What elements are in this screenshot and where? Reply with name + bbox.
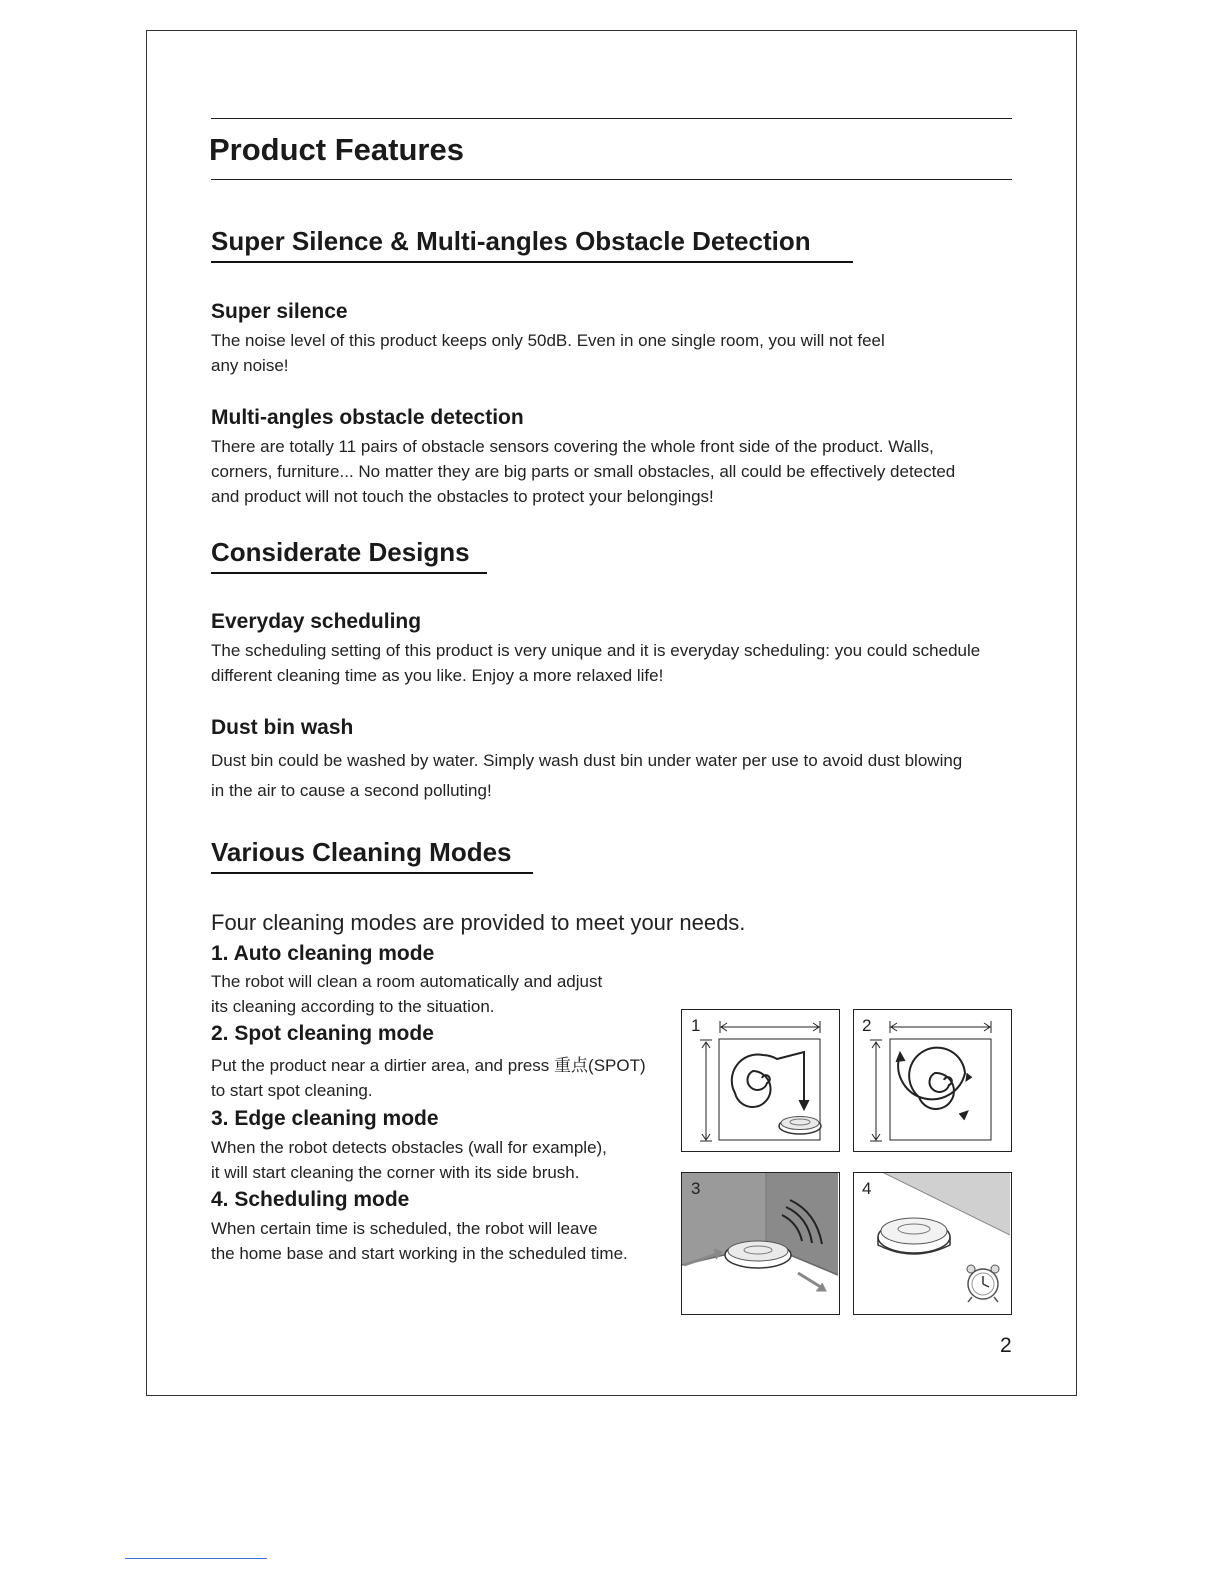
paragraph-super-silence [211, 328, 885, 378]
title-top-rule [211, 118, 1012, 119]
spot-cleaning-illustration [854, 1010, 1010, 1150]
text-line: and product will not touch the obstacles to protect your belongings! [211, 487, 714, 506]
paragraph-everyday-scheduling [211, 638, 980, 688]
text-line: Dust bin could be washed by water. Simply wash dust bin under water per use to avoid dust blowing [211, 751, 963, 770]
mode-title-auto: 1. Auto cleaning mode [211, 942, 435, 965]
mode-desc-spot [211, 1053, 671, 1103]
mode-desc-auto [211, 969, 671, 1019]
title-bottom-rule [211, 179, 1012, 180]
figure-panel-spot [853, 1009, 1012, 1152]
text-line: in the air to cause a second polluting! [211, 781, 492, 800]
panel-label: 1 [691, 1016, 701, 1035]
panel-label: 4 [862, 1179, 872, 1198]
section-heading-designs: Considerate Designs [211, 537, 487, 574]
text-line: When certain time is scheduled, the robot will leave [211, 1219, 598, 1238]
text-line: to start spot cleaning. [211, 1081, 373, 1100]
footer-link-line [125, 1558, 267, 1559]
section-heading-cleaning-modes: Various Cleaning Modes [211, 837, 533, 874]
text-line: The robot will clean a room automatically and adjust [211, 972, 603, 991]
subheading-obstacle-detection: Multi-angles obstacle detection [211, 406, 524, 429]
panel-label: 3 [691, 1179, 701, 1198]
text-line: different cleaning time as you like. Enjoy a more relaxed life! [211, 666, 664, 685]
figure-panel-scheduling [853, 1172, 1012, 1315]
text-line: any noise! [211, 356, 289, 375]
text-line: it will start cleaning the corner with its side brush. [211, 1163, 580, 1182]
subheading-everyday-scheduling: Everyday scheduling [211, 610, 422, 633]
paragraph-obstacle-detection [211, 434, 955, 509]
auto-cleaning-illustration [682, 1010, 838, 1150]
text-line: The scheduling setting of this product is very unique and it is everyday scheduling: you could schedule [211, 641, 981, 660]
panel-label: 2 [862, 1016, 872, 1035]
text-line: the home base and start working in the scheduled time. [211, 1244, 628, 1263]
mode-title-scheduling: 4. Scheduling mode [211, 1188, 410, 1211]
mode-desc-edge [211, 1135, 671, 1185]
mode-title-spot: 2. Spot cleaning mode [211, 1022, 434, 1045]
text-line: corners, furniture... No matter they are big parts or small obstacles, all could be effectively detected [211, 462, 956, 481]
subheading-super-silence: Super silence [211, 300, 348, 323]
mode-desc-scheduling [211, 1216, 671, 1266]
paragraph-dust-bin-wash [211, 746, 962, 806]
cleaning-modes-intro: Four cleaning modes are provided to meet your needs. [211, 910, 746, 935]
page-number: 2 [1000, 1334, 1012, 1357]
subheading-dust-bin-wash: Dust bin wash [211, 716, 354, 739]
text-line: Put the product near a dirtier area, and press 重点(SPOT) [211, 1056, 646, 1075]
text-line: There are totally 11 pairs of obstacle sensors covering the whole front side of the product. Walls, [211, 437, 934, 456]
edge-cleaning-illustration [682, 1173, 838, 1313]
text-line: When the robot detects obstacles (wall for example), [211, 1138, 607, 1157]
text-line: its cleaning according to the situation. [211, 997, 495, 1016]
figure-panel-auto [681, 1009, 840, 1152]
text-line: The noise level of this product keeps only 50dB. Even in one single room, you will not feel [211, 331, 885, 350]
figure-panel-edge [681, 1172, 840, 1315]
page-title: Product Features [209, 132, 464, 167]
alarm-clock-icon [967, 1265, 999, 1302]
mode-title-edge: 3. Edge cleaning mode [211, 1107, 439, 1130]
scheduling-illustration [854, 1173, 1010, 1313]
section-heading-silence: Super Silence & Multi-angles Obstacle Detection [211, 226, 853, 263]
